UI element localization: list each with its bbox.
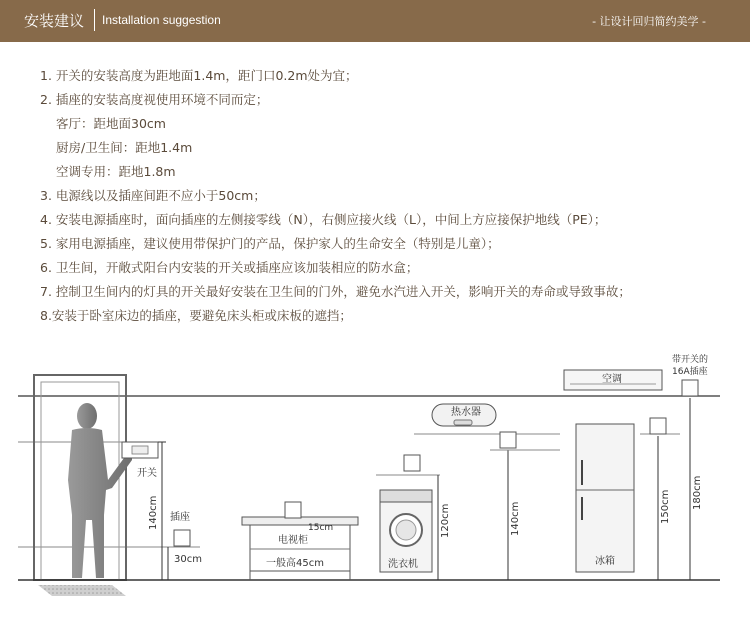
note-line: 6. 卫生间，开敞式阳台内安装的开关或插座应该加装相应的防水盒；	[40, 260, 419, 275]
ac-socket-line1: 带开关的	[672, 355, 709, 365]
heater-label: 热水器	[451, 407, 481, 418]
fridge-socket	[650, 418, 666, 434]
ac-socket	[682, 380, 698, 396]
heater-socket	[500, 432, 516, 448]
dim-label-140: 140cm	[148, 495, 159, 530]
note-line: 3. 电源线以及插座间距不应小于50cm；	[40, 188, 266, 203]
note-line: 客厅：距地面30cm	[56, 116, 166, 131]
header-separator	[94, 9, 95, 31]
tv-15-label: 15cm	[308, 523, 334, 533]
ac-label: 空调	[602, 374, 622, 385]
note-line: 厨房/卫生间：距地1.4m	[56, 140, 193, 155]
socket-label: 插座	[170, 512, 190, 523]
note-line: 4. 安装电源插座时，面向插座的左侧接零线（N），右侧应接火线（L），中间上方应接保护地线（PE）；	[40, 212, 607, 227]
header-title-cn: 安装建议	[24, 12, 85, 30]
man-silhouette	[68, 403, 132, 578]
tv-height-label: 一般高45cm	[266, 558, 324, 569]
note-line: 2. 插座的安装高度视使用环境不同而定；	[40, 92, 269, 107]
dim-label-140b: 140cm	[510, 501, 521, 536]
fridge-label: 冰箱	[595, 556, 615, 567]
header-slogan: - 让设计回归简约美学 -	[592, 15, 706, 28]
socket-plate	[174, 530, 190, 546]
fridge-body	[576, 424, 634, 572]
floor-mat	[38, 585, 126, 596]
note-line: 5. 家用电源插座，建议使用带保护门的产品，保护家人的生命安全（特别是儿童）；	[40, 236, 500, 251]
note-line: 7. 控制卫生间内的灯具的开关最好安装在卫生间的门外，避免水汽进入开关，影响开关的寿命或导致事故；	[40, 284, 631, 299]
tv-socket	[285, 502, 301, 518]
note-line: 1. 开关的安装高度为距地面1.4m，距门口0.2m处为宜；	[40, 68, 358, 83]
dim-label-150: 150cm	[660, 489, 671, 524]
dim-label-180: 180cm	[692, 475, 703, 510]
diagram-svg	[0, 340, 750, 621]
header-title-en: Installation suggestion	[102, 13, 221, 27]
header-bar	[0, 0, 750, 42]
installation-diagram	[0, 340, 750, 621]
washer-label: 洗衣机	[388, 559, 418, 570]
washer-socket	[404, 455, 420, 471]
switch-label: 开关	[137, 468, 157, 479]
switch-icon	[132, 446, 148, 454]
dim-label-30: 30cm	[174, 554, 202, 565]
note-line: 空调专用：距地1.8m	[56, 164, 176, 179]
note-line: 8.安装于卧室床边的插座，要避免床头柜或床板的遮挡；	[40, 308, 352, 323]
tv-cabinet-label: 电视柜	[278, 535, 308, 546]
dim-label-120: 120cm	[440, 503, 451, 538]
installation-notes	[40, 64, 730, 328]
ac-socket-line2: 16A插座	[672, 367, 708, 377]
